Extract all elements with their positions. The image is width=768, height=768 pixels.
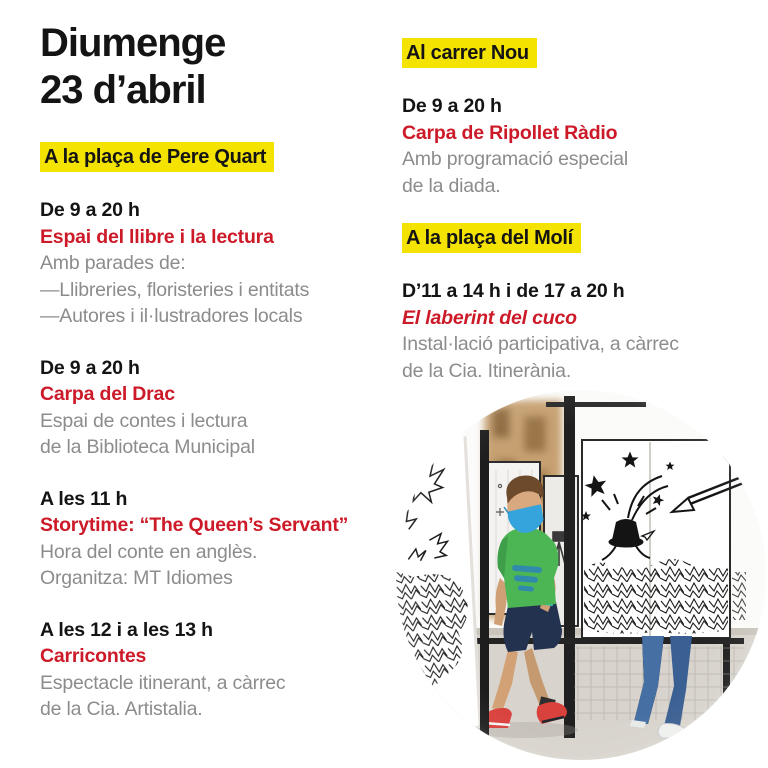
- section-header-pere-quart: [40, 142, 274, 172]
- event-description-line: de la Cia. Artistalia.: [40, 698, 203, 720]
- event-description-line: de la Biblioteca Municipal: [40, 436, 255, 458]
- event-description-line: Instal·lació participativa, a càrrec: [402, 333, 679, 355]
- event-time: De 9 a 20 h: [402, 95, 502, 117]
- event-ripollet-radio: [402, 93, 762, 199]
- event-description-line: Organitza: MT Idiomes: [40, 567, 233, 589]
- event-time: De 9 a 20 h: [40, 199, 140, 221]
- event-title: Storytime: “The Queen’s Servant”: [40, 514, 349, 536]
- event-photo: [396, 390, 766, 760]
- event-time: A les 12 i a les 13 h: [40, 618, 213, 641]
- event-title: Espai del llibre i la lectura: [40, 225, 274, 248]
- section-header-carrer-nou: [402, 38, 537, 68]
- right-panel: [581, 440, 746, 638]
- title-line-1: Diumenge: [40, 21, 226, 65]
- event-title: Carpa de Ripollet Ràdio: [402, 121, 618, 144]
- event-description-line: —Autores i il·lustradores locals: [40, 305, 303, 327]
- event-title: Carricontes: [40, 645, 147, 667]
- section-header-label: A la plaça del Molí: [406, 227, 573, 249]
- event-title: Carpa del Drac: [40, 383, 175, 405]
- scribble-band: [584, 559, 728, 634]
- event-carricontes: [40, 617, 400, 723]
- event-description-line: Amb parades de:: [40, 252, 186, 274]
- left-doodle-panel: [396, 434, 481, 734]
- event-description-line: Amb programació especial: [402, 148, 629, 170]
- event-storytime: [40, 486, 400, 592]
- section-header-placa-del-moli: [402, 223, 581, 253]
- event-description-line: Hora del conte en anglès.: [40, 540, 258, 563]
- event-description-line: Espai de contes i lectura: [40, 409, 248, 432]
- event-laberint-del-cuco: [402, 278, 762, 384]
- event-carpa-del-drac: [40, 355, 400, 461]
- photo-illustration: [396, 390, 766, 760]
- page-title: [40, 20, 225, 114]
- event-time: De 9 a 20 h: [40, 356, 140, 379]
- left-column: [40, 142, 400, 723]
- event-description-line: de la Cia. Itinerània.: [402, 359, 572, 382]
- event-description-line: Espectacle itinerant, a càrrec: [40, 671, 286, 694]
- title-line-2: 23 d’abril: [40, 68, 206, 112]
- event-time: A les 11 h: [40, 487, 128, 510]
- event-description-line: —Llibreries, floristeries i entitats: [40, 278, 310, 301]
- right-column: [402, 38, 762, 384]
- section-header-label: A la plaça de Pere Quart: [44, 146, 267, 168]
- foreground-post: [480, 430, 489, 738]
- section-header-label: Al carrer Nou: [406, 42, 529, 64]
- event-time: D’11 a 14 h i de 17 a 20 h: [402, 280, 625, 302]
- event-description-line: de la diada.: [402, 174, 501, 197]
- event-title: El laberint del cuco: [402, 306, 577, 329]
- event-espai-del-llibre: [40, 197, 400, 330]
